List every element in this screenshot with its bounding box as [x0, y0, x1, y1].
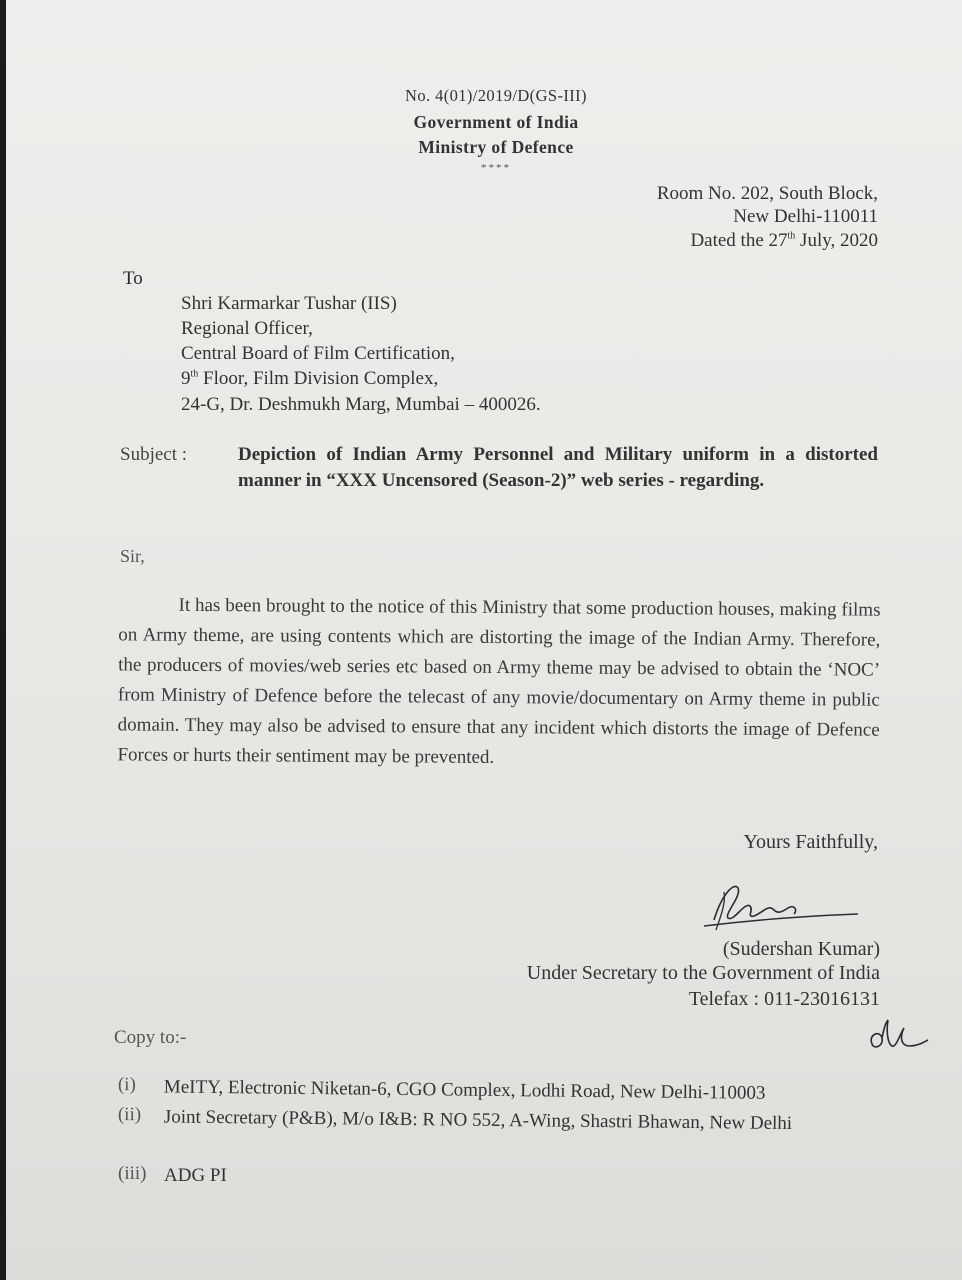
recipient-designation: Regional Officer,	[181, 318, 313, 339]
letter-page	[6, 0, 962, 1280]
telefax: Telefax : 011-23016131	[688, 988, 880, 1010]
valediction: Yours Faithfully,	[743, 831, 878, 853]
recipient-floor: 9th Floor, Film Division Complex,	[181, 368, 439, 389]
handwritten-initials	[866, 1016, 930, 1056]
letter-body: It has been brought to the notice of this Ministry that some production houses, making films on Army theme, are using contents which are distorting the image of the Indian Army. Therefore, the producers of movies/web series etc based on Army theme may be advised to obtain the ‘NOC’ from Ministry of Defence before the telecast of any movie/documentary on Army theme in public domain. They may also be advised to ensure that any incident which distorts the image of Defence Forces or hurts their sentiment may be prevented.	[117, 594, 881, 768]
recipient-office: Central Board of Film Certification,	[181, 343, 455, 364]
sender-city: New Delhi-110011	[733, 206, 878, 227]
file-number: No. 4(01)/2019/D(GS-III)	[405, 86, 587, 105]
letter-date: Dated the 27th July, 2020	[690, 230, 878, 251]
copy-item: (iii) ADG PI	[118, 1163, 227, 1186]
salutation: Sir,	[120, 546, 145, 566]
handwritten-signature	[694, 874, 864, 944]
org-government: Government of India	[413, 112, 579, 132]
recipient-street: 24-G, Dr. Deshmukh Marg, Mumbai – 400026.	[181, 394, 541, 415]
recipient-name: Shri Karmarkar Tushar (IIS)	[181, 293, 397, 314]
org-ministry: Ministry of Defence	[418, 137, 574, 157]
copy-item: (ii) Joint Secretary (P&B), M/o I&B: R NO 552, A-Wing, Shastri Bhawan, New Delhi	[117, 1104, 793, 1135]
to-label: To	[123, 268, 143, 289]
header-stars: ****	[481, 162, 511, 174]
signatory-title: Under Secretary to the Government of India	[526, 962, 880, 984]
copy-item: (i) MeITY, Electronic Niketan-6, CGO Complex, Lodhi Road, New Delhi-110003	[117, 1074, 766, 1104]
sender-room: Room No. 202, South Block,	[656, 183, 878, 204]
subject-text: Depiction of Indian Army Personnel and Military uniform in a distorted manner in “XXX Uncensored (Season-2)” web series - regarding.	[238, 444, 878, 491]
subject-label: Subject :	[120, 444, 188, 465]
copy-to-label: Copy to:-	[114, 1027, 187, 1048]
signatory-name: (Sudershan Kumar)	[722, 938, 880, 960]
